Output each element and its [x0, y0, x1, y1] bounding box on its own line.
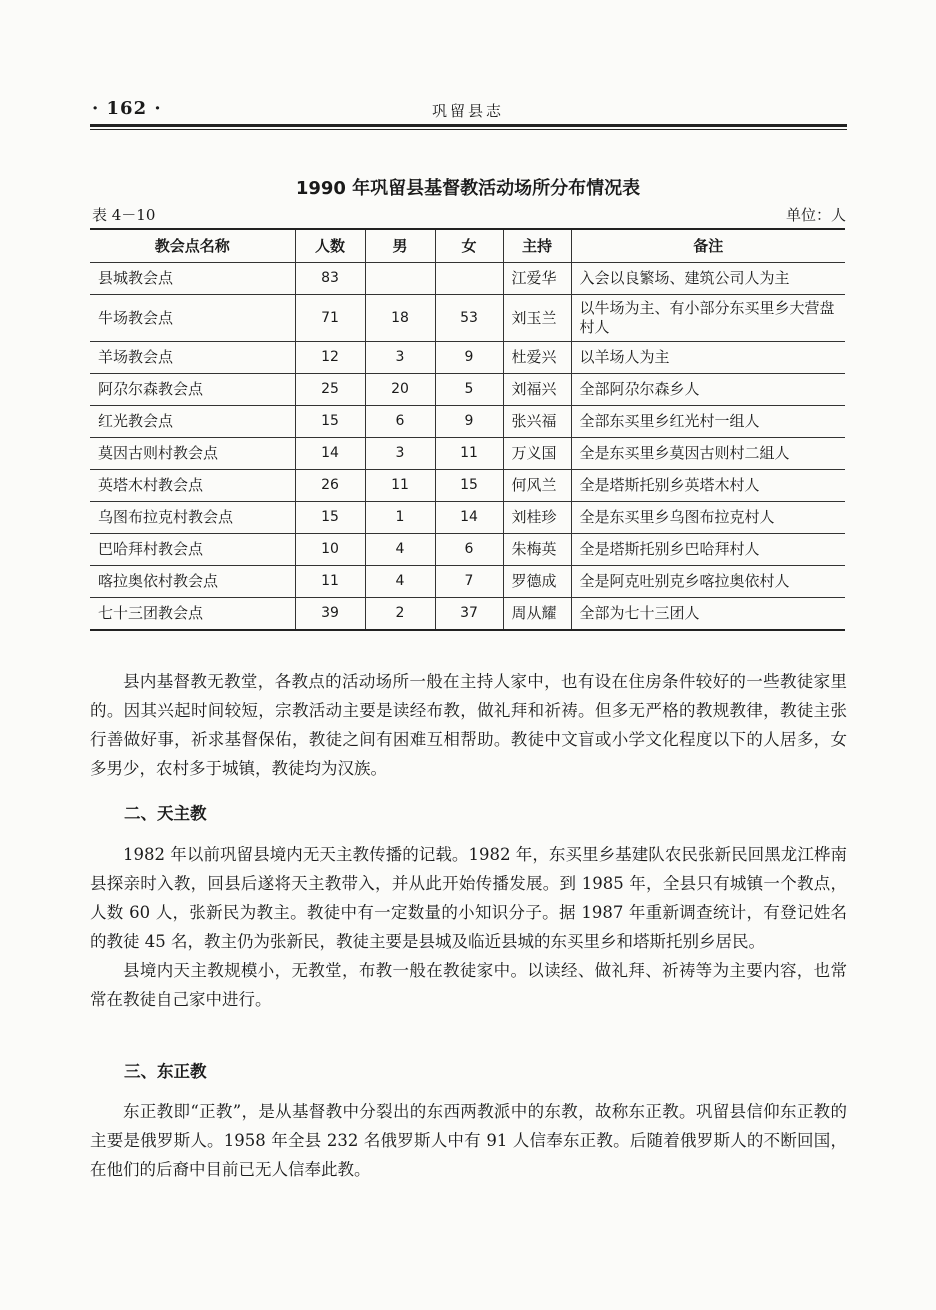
- cell-host: 江爱华: [503, 263, 571, 295]
- cell-host: 刘玉兰: [503, 295, 571, 342]
- section-heading-orthodox: 三、东正教: [124, 1062, 207, 1081]
- cell-name: 巴哈拜村教会点: [90, 534, 295, 566]
- cell-female: 53: [435, 295, 503, 342]
- cell-male: 20: [365, 374, 435, 406]
- cell-host: 万义国: [503, 438, 571, 470]
- header-rule-thick: [90, 124, 847, 127]
- paragraph-text: 1982 年以前巩留县境内无天主教传播的记载。1982 年，东买里乡基建队农民张新民回黑龙江桦南县探亲时入教，回县后遂将天主教带入，并从此开始传播发展。到 1985 年，全县只有城镇一个教点，人数 60 人，张新民为教主。教徒中有一定数量的小知识分子。据 1987 年重新调查统计，有登记姓名的教徒 45 名，教主仍为张新民，教徒主要是县城及临近县城的东买里乡和塔斯托别乡居民。: [90, 845, 847, 951]
- cell-name: 羊场教会点: [90, 342, 295, 374]
- cell-note: 全是阿克吐别克乡喀拉奥依村人: [571, 566, 845, 598]
- body-paragraph-2: [90, 840, 847, 1014]
- cell-note: 以牛场为主、有小部分东买里乡大营盘村人: [571, 295, 845, 342]
- cell-host: 何风兰: [503, 470, 571, 502]
- cell-total: 15: [295, 406, 365, 438]
- cell-male: 1: [365, 502, 435, 534]
- table-row: [90, 295, 845, 342]
- cell-male: 11: [365, 470, 435, 502]
- cell-male: 4: [365, 566, 435, 598]
- cell-male: 2: [365, 598, 435, 631]
- cell-female: 37: [435, 598, 503, 631]
- cell-note: 全是塔斯托别乡巴哈拜村人: [571, 534, 845, 566]
- cell-note: 全是东买里乡莫因古则村二組人: [571, 438, 845, 470]
- cell-note: 全部东买里乡红光村一组人: [571, 406, 845, 438]
- cell-name: 英塔木村教会点: [90, 470, 295, 502]
- cell-name: 阿尕尔森教会点: [90, 374, 295, 406]
- cell-female: [435, 263, 503, 295]
- cell-total: 15: [295, 502, 365, 534]
- table-row: [90, 534, 845, 566]
- cell-male: 6: [365, 406, 435, 438]
- cell-total: 12: [295, 342, 365, 374]
- cell-host: 杜爱兴: [503, 342, 571, 374]
- table-row: [90, 598, 845, 631]
- table-row: [90, 470, 845, 502]
- table-unit: 单位：人: [785, 206, 846, 224]
- table-number: 表 4－10: [92, 206, 156, 224]
- paragraph-text: 县境内天主教规模小，无教堂，布教一般在教徒家中。以读经、做礼拜、祈祷等为主要内容，也常常在教徒自己家中进行。: [90, 961, 847, 1009]
- cell-note: 以羊场人为主: [571, 342, 845, 374]
- table-row: [90, 438, 845, 470]
- table-row: [90, 566, 845, 598]
- cell-note: 全部阿尕尔森乡人: [571, 374, 845, 406]
- cell-total: 14: [295, 438, 365, 470]
- cell-female: 15: [435, 470, 503, 502]
- cell-female: 7: [435, 566, 503, 598]
- page-number: · 162 ·: [92, 98, 162, 119]
- cell-male: [365, 263, 435, 295]
- cell-host: 张兴福: [503, 406, 571, 438]
- cell-note: 全部为七十三团人: [571, 598, 845, 631]
- cell-total: 10: [295, 534, 365, 566]
- cell-host: 朱梅英: [503, 534, 571, 566]
- table-row: [90, 406, 845, 438]
- table-row: [90, 374, 845, 406]
- cell-name: 红光教会点: [90, 406, 295, 438]
- cell-female: 14: [435, 502, 503, 534]
- cell-total: 83: [295, 263, 365, 295]
- table-header-row: [90, 229, 845, 263]
- column-header-host: 主持: [503, 229, 571, 263]
- cell-male: 3: [365, 438, 435, 470]
- cell-name: 县城教会点: [90, 263, 295, 295]
- running-header-title: 巩留县志: [431, 102, 504, 120]
- cell-male: 3: [365, 342, 435, 374]
- table-row: [90, 342, 845, 374]
- body-paragraph-1: [90, 667, 847, 783]
- cell-total: 71: [295, 295, 365, 342]
- column-header-name: 教会点名称: [90, 229, 295, 263]
- section-heading-catholicism: 二、天主教: [124, 804, 207, 823]
- table-row: [90, 502, 845, 534]
- cell-total: 39: [295, 598, 365, 631]
- table-row: [90, 263, 845, 295]
- cell-host: 刘桂珍: [503, 502, 571, 534]
- cell-total: 26: [295, 470, 365, 502]
- cell-female: 5: [435, 374, 503, 406]
- cell-total: 11: [295, 566, 365, 598]
- column-header-total: 人数: [295, 229, 365, 263]
- cell-note: 入会以良繁场、建筑公司人为主: [571, 263, 845, 295]
- cell-female: 6: [435, 534, 503, 566]
- cell-female: 9: [435, 342, 503, 374]
- cell-name: 牛场教会点: [90, 295, 295, 342]
- cell-male: 4: [365, 534, 435, 566]
- body-paragraph-3: [90, 1097, 847, 1184]
- cell-name: 喀拉奥依村教会点: [90, 566, 295, 598]
- column-header-note: 备注: [571, 229, 845, 263]
- header-rule-thin: [90, 129, 847, 130]
- church-sites-table: [90, 228, 845, 631]
- cell-note: 全是东买里乡乌图布拉克村人: [571, 502, 845, 534]
- cell-host: 罗德成: [503, 566, 571, 598]
- paragraph-text: 县内基督教无教堂，各教点的活动场所一般在主持人家中，也有设在住房条件较好的一些教徒家里的。因其兴起时间较短，宗教活动主要是读经布教，做礼拜和祈祷。但多无严格的教规教律，教徒主张行善做好事，祈求基督保佑，教徒之间有困难互相帮助。教徒中文盲或小学文化程度以下的人居多，女多男少，农村多于城镇，教徒均为汉族。: [90, 672, 847, 778]
- cell-name: 莫因古则村教会点: [90, 438, 295, 470]
- cell-note: 全是塔斯托别乡英塔木村人: [571, 470, 845, 502]
- column-header-female: 女: [435, 229, 503, 263]
- cell-female: 11: [435, 438, 503, 470]
- cell-name: 乌图布拉克村教会点: [90, 502, 295, 534]
- cell-total: 25: [295, 374, 365, 406]
- column-header-male: 男: [365, 229, 435, 263]
- cell-male: 18: [365, 295, 435, 342]
- cell-female: 9: [435, 406, 503, 438]
- paragraph-text: 东正教即“正教”，是从基督教中分裂出的东西两教派中的东教，故称东正教。巩留县信仰东正教的主要是俄罗斯人。1958 年全县 232 名俄罗斯人中有 91 人信奉东正教。后随着俄罗斯人的不断回国，在他们的后裔中目前已无人信奉此教。: [90, 1102, 847, 1179]
- cell-host: 周从耀: [503, 598, 571, 631]
- cell-host: 刘福兴: [503, 374, 571, 406]
- cell-name: 七十三团教会点: [90, 598, 295, 631]
- table-title: 1990 年巩留县基督教活动场所分布情况表: [295, 178, 641, 199]
